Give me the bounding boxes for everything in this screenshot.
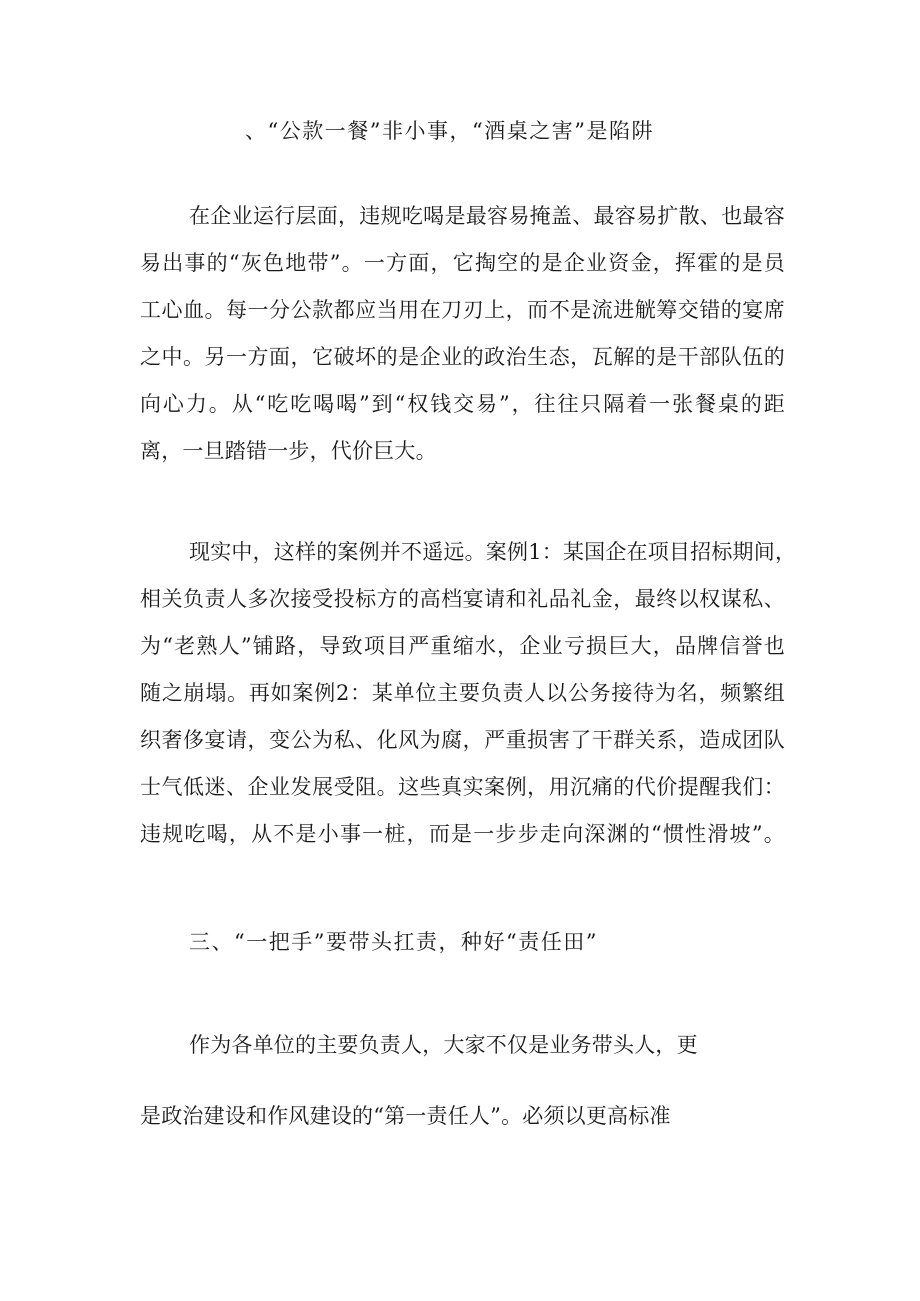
- paragraph-line: 作为各单位的主要负责人，大家不仅是业务带头人，更: [189, 1033, 698, 1057]
- paragraph-line: 士气低迷、企业发展受阻。这些真实案例，用沉痛的代价提醒我们：: [140, 775, 785, 799]
- paragraph-line: 现实中，这样的案例并不遥远。案例1：某国企在项目招标期间，: [189, 540, 797, 564]
- paragraph-line: 织奢侈宴请，变公为私、化风为腐，严重损害了干群关系，造成团队: [140, 728, 785, 752]
- paragraph-line: 相关负责人多次接受投标方的高档宴请和礼品礼金，最终以权谋私、: [140, 587, 785, 611]
- paragraph-line: 工心血。每一分公款都应当用在刀刃上，而不是流进觥筹交错的宴席: [140, 298, 785, 322]
- paragraph-line: 离，一旦踏错一步，代价巨大。: [140, 439, 437, 463]
- paragraph-line: 向心力。从“吃吃喝喝”到“权钱交易”，往往只隔着一张餐桌的距: [140, 392, 785, 416]
- paragraph-line: 随之崩塌。再如案例2：某单位主要负责人以公务接待为名，频繁组: [140, 681, 785, 705]
- paragraph-line: 为“老熟人”铺路，导致项目严重缩水，企业亏损巨大，品牌信誉也: [140, 634, 785, 658]
- paragraph-line: 在企业运行层面，违规吃喝是最容易掩盖、最容易扩散、也最容: [189, 204, 785, 228]
- section-heading-2: 、“公款一餐”非小事，“酒桌之害”是陷阱: [245, 119, 654, 143]
- paragraph-line: 违规吃喝，从不是小事一桩，而是一步步走向深渊的“惯性滑坡”。: [140, 822, 785, 846]
- paragraph-line: 之中。另一方面，它破坏的是企业的政治生态，瓦解的是干部队伍的: [140, 345, 785, 369]
- paragraph-line: 易出事的“灰色地带”。一方面，它掏空的是企业资金，挥霍的是员: [140, 251, 785, 275]
- section-heading-3: 三、“一把手”要带头扛责，种好“责任田”: [189, 930, 598, 954]
- paragraph-line: 是政治建设和作风建设的“第一责任人”。必须以更高标准: [140, 1104, 671, 1128]
